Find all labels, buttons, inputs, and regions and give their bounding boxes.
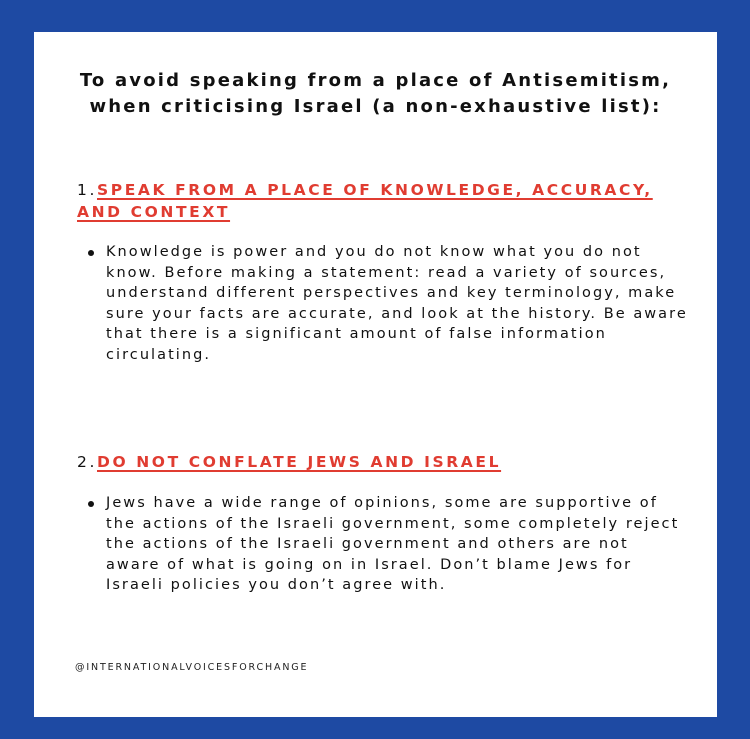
section-1-heading-text: SPEAK FROM A PLACE OF KNOWLEDGE, ACCURACY, AND CONTEXT — [77, 181, 653, 221]
page-title: To avoid speaking from a place of Antisemitism, when criticising Israel (a non-exhaustive list): — [79, 70, 672, 117]
section-1-heading — [77, 179, 677, 223]
footer-handle: @INTERNATIONALVOICESFORCHANGE — [75, 662, 309, 673]
bullet-dot-icon — [88, 501, 94, 507]
bullet-dot-icon — [88, 250, 94, 256]
section-2-heading-text: DO NOT CONFLATE JEWS AND ISRAEL — [97, 453, 502, 471]
section-2-heading — [77, 451, 677, 473]
section-1-number: 1. — [77, 181, 97, 199]
section-2-bullet-text: Jews have a wide range of opinions, some are supportive of the actions of the Israeli government, some completely reject the actions of the Israeli government and others are not aware of what is going on in Israel. Don’t blame Jews for Israeli policies you don’t agree with. — [106, 495, 680, 594]
section-1-bullet-text: Knowledge is power and you do not know what you do not know. Before making a statement: read a variety of sources, understand different perspectives and key terminology, make sure your facts are accurate, and look at the history. Be aware that there is a significant amount of false information circulating. — [106, 244, 688, 363]
section-2-bullet — [88, 493, 688, 596]
content-card — [34, 32, 717, 717]
section-2-number: 2. — [77, 453, 97, 471]
section-1-bullet — [88, 242, 688, 366]
